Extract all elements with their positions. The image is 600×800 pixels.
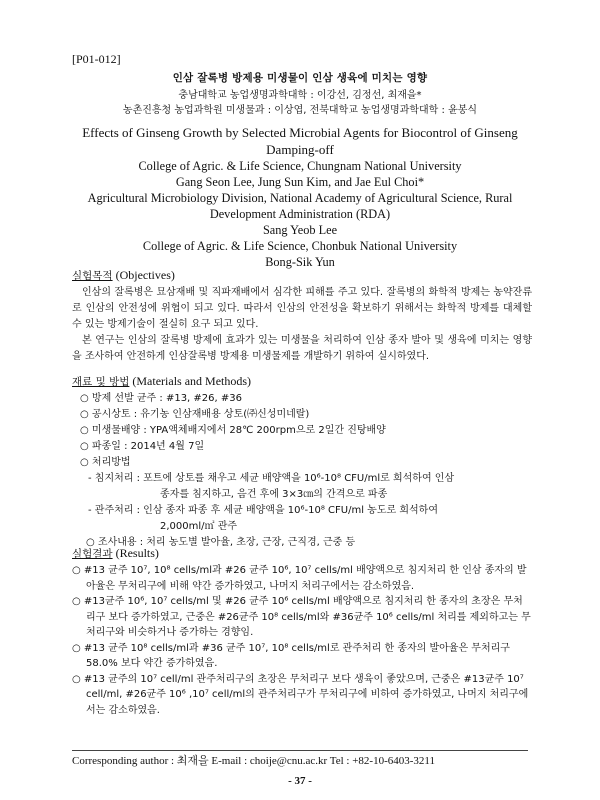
footer-divider xyxy=(72,750,528,751)
page-number: - 37 - xyxy=(288,775,312,787)
corresponding-author: Corresponding author : 최재을 E-mail : choije@cnu.ac.kr Tel : +82-10-6403-3211 xyxy=(72,755,436,767)
heading-english: (Results) xyxy=(115,546,159,560)
list-item: ○ 조사내용 : 처리 농도별 발아율, 초장, 근장, 근직경, 근중 등 xyxy=(86,537,356,548)
heading-korean: 재료 및 방법 xyxy=(72,376,130,388)
methods-section xyxy=(72,374,532,551)
english-author-block xyxy=(62,158,538,270)
list-item: ○ 방제 선발 균주 : #13, #26, #36 xyxy=(80,393,242,404)
heading-english: (Materials and Methods) xyxy=(132,374,252,388)
korean-affiliation-1: 충남대학교 농업생명과학대학 : 이강선, 김정선, 최재을* xyxy=(178,90,422,101)
authors-line: Bong-Sik Yun xyxy=(265,255,335,269)
objectives-section xyxy=(72,268,532,365)
list-item: - 침지처리 : 포트에 상토를 채우고 세균 배양액을 10⁶-10⁸ CFU/ml로 희석하여 인삼 xyxy=(88,473,455,484)
heading-korean: 실험결과 xyxy=(72,548,113,560)
methods-list xyxy=(72,391,532,551)
affiliation-line: Agricultural Microbiology Division, National Academy of Agricultural Science, Rural Development Administration (RDA) xyxy=(87,191,513,221)
affiliation-line: College of Agric. & Life Science, Chonbuk National University xyxy=(142,239,458,253)
list-item: - 관주처리 : 인삼 종자 파종 후 세균 배양액을 10⁶-10⁸ CFU/ml 농도로 희석하여 xyxy=(88,505,438,516)
section-heading xyxy=(72,374,532,389)
authors-line: Sang Yeob Lee xyxy=(262,223,338,237)
results-list xyxy=(72,563,532,718)
paragraph: 본 연구는 인삼의 잘록병 방제에 효과가 있는 미생물을 처리하여 인삼 종자 발아 및 생육에 미치는 영향을 조사하여 안전하게 인삼잘록병 방제용 미생물제를 개발하기 위하여 실시하였다. xyxy=(72,335,532,362)
korean-affiliation-2: 농촌진흥청 농업과학원 미생물과 : 이상엽, 전북대학교 농업생명과학대학 : 윤봉식 xyxy=(122,105,478,116)
list-item: ○ #13 균주의 10⁷ cell/ml 관주처리구의 초장은 무처리구 보다 생육이 좋았으며, 근중은 #13균주 10⁷ cell/ml, #26균주 10⁶ ,10⁷ cell/ml의 관주처리구가 무처리구에 비하여 증가하였고, 나머지 처리구에서는 감소하였음. xyxy=(72,673,529,716)
results-section xyxy=(72,546,532,718)
affiliation-line: College of Agric. & Life Science, Chungnam National University xyxy=(138,159,462,173)
heading-english: (Objectives) xyxy=(115,268,175,282)
list-item: ○ #13 균주 10⁷, 10⁸ cells/ml과 #26 균주 10⁶, 10⁷ cells/ml 배양액으로 침지처리 한 인삼 종자의 발아율은 무처리구에 비해 약간 증가하였고, 나머지 처리구에서는 감소하였음. xyxy=(72,565,527,592)
heading-korean: 실험목적 xyxy=(72,270,113,282)
section-heading xyxy=(72,268,532,283)
english-title: Effects of Ginseng Growth by Selected Microbial Agents for Biocontrol of Ginseng Damping-off xyxy=(82,125,518,157)
abstract-code: [P01-012] xyxy=(72,52,121,66)
korean-title: 인삼 잘록병 방제용 미생물이 인삼 생육에 미치는 영향 xyxy=(172,72,428,84)
list-item: ○ 미생물배양 : YPA액체배지에서 28℃ 200rpm으로 2일간 진탕배양 xyxy=(80,425,386,436)
list-item: ○ 파종일 : 2014년 4월 7일 xyxy=(80,441,205,452)
list-item: ○ #13균주 10⁶, 10⁷ cells/ml 및 #26 균주 10⁶ cells/ml 배양액으로 침지처리 한 종자의 초장은 무처리구 보다 증가하였고, 근중은 #26균주 10⁸ cells/ml와 #36균주 10⁶ cells/ml 처리를 제외하고는 무처리구와 비슷하거나 증가하는 경향임. xyxy=(72,596,531,638)
section-heading xyxy=(72,546,532,561)
list-item: ○ 처리방법 xyxy=(80,457,131,468)
list-item: ○ 공시상토 : 유기농 인삼재배용 상토(㈜신성미네랄) xyxy=(80,409,310,420)
list-item: ○ #13 균주 10⁸ cells/ml과 #36 균주 10⁷, 10⁸ cells/ml로 관주처리 한 종자의 발아율은 무처리구 58.0% 보다 약간 증가하였음. xyxy=(72,642,510,669)
list-item: 종자를 침지하고, 음건 후에 3×3㎝의 간격으로 파종 xyxy=(160,489,388,500)
paragraph: 인삼의 잘록병은 묘삼재배 및 직파재배에서 심각한 피해를 주고 있다. 잘록병의 화학적 방제는 농약잔류로 인삼의 안전성에 위협이 되고 있다. 따라서 인삼의 안전성을 확보하기 위해서는 화학적 방제를 대체할 수 있는 방제기술이 절실히 요구 되고 있다. xyxy=(72,287,532,330)
authors-line: Gang Seon Lee, Jung Sun Kim, and Jae Eul Choi* xyxy=(175,175,425,189)
list-item: 2,000ml/㎡ 관주 xyxy=(160,521,238,532)
